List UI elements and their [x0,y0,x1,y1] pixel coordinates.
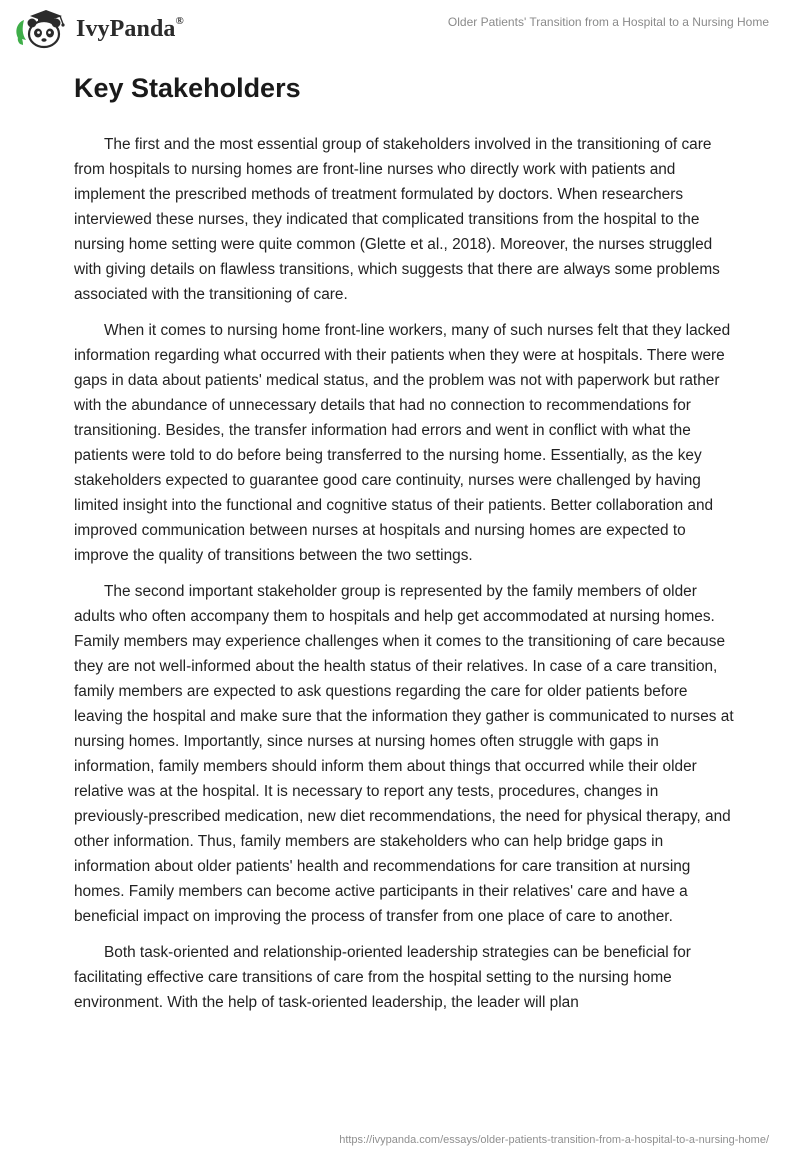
source-url[interactable]: https://ivypanda.com/essays/older-patients-transition-from-a-hospital-to-a-nursing-home/ [339,1134,769,1146]
paragraph: When it comes to nursing home front-line workers, many of such nurses felt that they lacked information regarding what occurred with their patients when they were at hospitals. There were gaps in data about patients' medical status, and the problem was not with paperwork but rather with the abundance of unnecessary details that had no connection to recommendations for transitioning. Besides, the transfer information had errors and went in conflict with what the patients were told to do before being transferred to the nursing home. Essentially, as the key stakeholders expected to guarantee good care continuity, nurses were challenged by having limited insight into the functional and cognitive status of their patients. Better collaboration and improved communication between nurses at hospitals and nursing homes are expected to improve the quality of transitions between the two settings. [74,322,731,564]
page-header [0,0,800,60]
ivypanda-logo[interactable] [14,8,184,50]
paragraph: Both task-oriented and relationship-oriented leadership strategies can be beneficial for facilitating effective care transitions of care from the hospital setting to the nursing home environment. With the help of task-oriented leadership, the leader will plan [74,944,691,1011]
brand-name: IvyPanda® [76,14,184,42]
registered-mark: ® [175,14,184,27]
article-body [74,132,734,1026]
section-heading: Key Stakeholders [74,73,301,103]
panda-graduate-logo-icon [14,8,72,50]
paragraph: The first and the most essential group of stakeholders involved in the transitioning of care from hospitals to nursing homes are front-line nurses who directly work with patients and implement the prescribed methods of treatment formulated by doctors. When researchers interviewed these nurses, they indicated that complicated transitions from the hospital to the nursing home setting were quite common (Glette et al., 2018). Moreover, the nurses struggled with giving details on flawless transitions, which suggests that there are always some problems associated with the transitioning of care. [74,136,720,303]
document-title: Older Patients' Transition from a Hospital to a Nursing Home [447,15,769,29]
paragraph: The second important stakeholder group is represented by the family members of older adults who often accompany them to hospitals and help get accommodated at nursing homes. Family members may experience challenges when it comes to the transitioning of care because they are not well-informed about the health status of their relatives. In case of a care transition, family members are expected to ask questions regarding the care for older patients before leaving the hospital and make sure that the information they gather is communicated to nurses at nursing homes. Importantly, since nurses at nursing homes often struggle with gaps in information, family members should inform them about things that occurred while their older relative was at the hospital. It is necessary to report any tests, procedures, changes in previously-prescribed medication, new diet recommendations, the need for physical therapy, and other information. Thus, family members are stakeholders who can help bridge gaps in information about older patients' health and recommendations for care transition at nursing homes. Family members can become active participants in their relatives' care and have a beneficial impact on improving the process of transfer from one place of care to another. [74,583,734,925]
